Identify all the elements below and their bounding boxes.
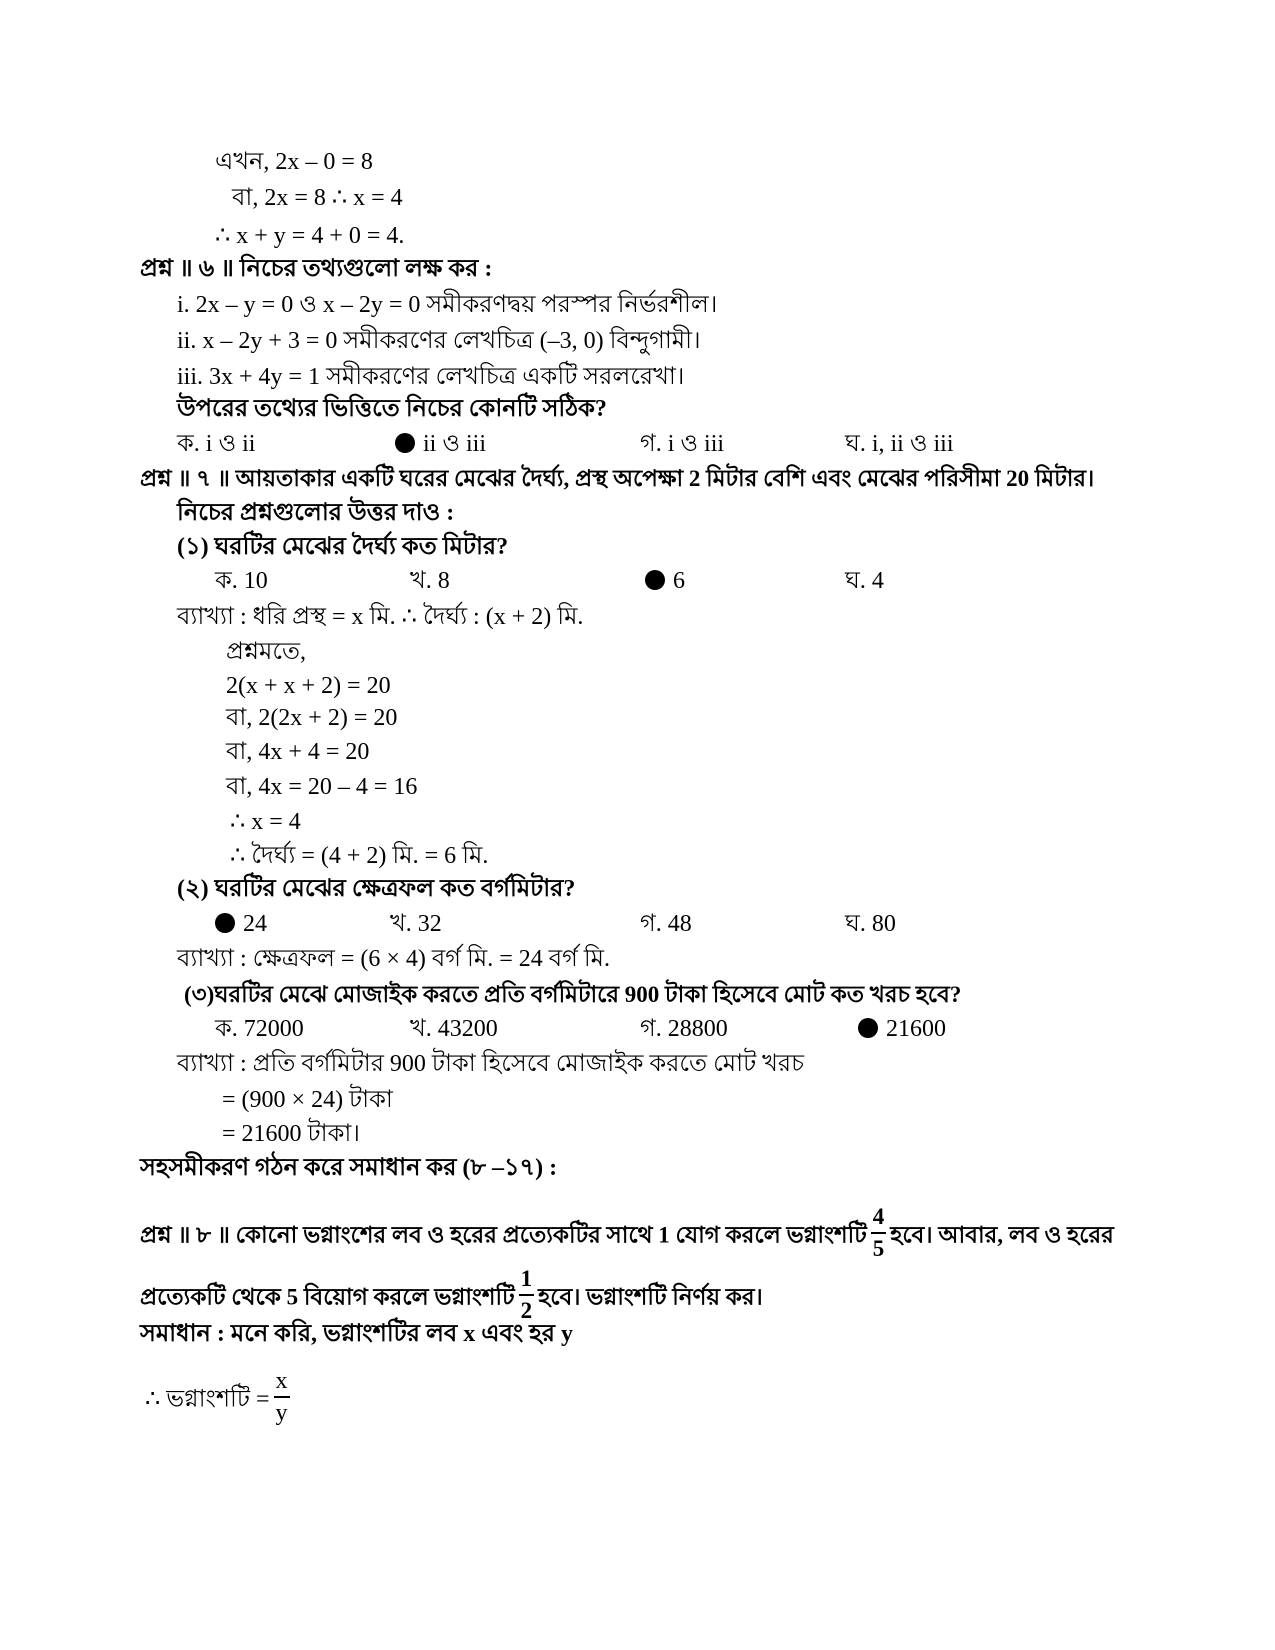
q7-part1-step: ∴ x = 4 [230,809,301,835]
correct-answer-dot-icon [395,433,415,453]
q7-part3-step: = 21600 টাকা। [222,1121,360,1147]
fraction-one-half: $\frac{1}{2}$ [520,1266,533,1323]
q6-option-c: গ. i ও iii [640,431,725,457]
q7-part1-option-b: খ. 8 [410,568,450,594]
q7-heading: প্রশ্ন ॥ ৭ ॥ আয়তাকার একটি ঘরের মেঝের দৈর্ঘ্য, প্রস্থ অপেক্ষা 2 মিটার বেশি এবং মেঝের পরিসীমা 20 মিটার। [140,466,1095,491]
q7-part3-option-a: ক. 72000 [215,1016,304,1042]
q6-option-d: ঘ. i, ii ও iii [845,431,954,457]
q7-part1-step: বা, 4x + 4 = 20 [226,739,370,765]
q7-part1-option-d: ঘ. 4 [845,568,884,594]
q5-line-2: বা, 2x = 8 ∴ x = 4 [232,185,403,211]
correct-answer-dot-icon [645,570,665,590]
q7-part1-option-a: ক. 10 [215,568,268,594]
q7-part2-option-b: খ. 32 [390,911,442,937]
q7-part3-step: = (900 × 24) টাকা [222,1087,393,1113]
q7-part2-explanation: ব্যাখ্যা : ক্ষেত্রফল = (6 × 4) বর্গ মি. = 24 বর্গ মি. [177,946,611,972]
q5-line-3: ∴ x + y = 4 + 0 = 4. [215,223,405,249]
q8-solution: সমাধান : মনে করি, ভগ্নাংশটির লব x এবং হর y [140,1321,573,1347]
q7-part2-option-a: 24 [215,908,267,940]
q7-part3-option-d: 21600 [858,1013,946,1045]
q8-line-2: প্রত্যেকটি থেকে 5 বিয়োগ করলে ভগ্নাংশটি $\frac{1}{2}$ হবে। ভগ্নাংশটি নির্ণয় কর। [140,1268,763,1330]
q7-part1-step: প্রশ্নমতে, [226,639,306,665]
q6-statement-2: ii. x – 2y + 3 = 0 সমীকরণের লেখচিত্র (–3, 0) বিন্দুগামী। [177,328,701,354]
q6-heading: প্রশ্ন ॥ ৬ ॥ নিচের তথ্যগুলো লক্ষ কর : [140,256,493,282]
q7-part3-explanation: ব্যাখ্যা : প্রতি বর্গমিটার 900 টাকা হিসেবে মোজাইক করতে মোট খরচ [177,1051,805,1077]
q8-line-1: প্রশ্ন ॥ ৮ ॥ কোনো ভগ্নাংশের লব ও হরের প্রত্যেকটির সাথে 1 যোগ করলে ভগ্নাংশটি $\frac{4}{5}$ হবে। আবার, লব ও হরের [140,1206,1114,1268]
fraction-x-over-y: $\frac{x}{y}$ [275,1368,288,1426]
q7-subheading: নিচের প্রশ্নগুলোর উত্তর দাও : [177,500,455,526]
section-heading: সহসমীকরণ গঠন করে সমাধান কর (৮ –১৭) : [140,1155,558,1181]
q7-part2-option-c: গ. 48 [640,911,692,937]
q7-part1-step: বা, 4x = 20 – 4 = 16 [226,774,418,800]
q7-part3-option-b: খ. 43200 [410,1016,498,1042]
correct-answer-dot-icon [215,913,235,933]
q7-part1-question: (১) ঘরটির মেঝের দৈর্ঘ্য কত মিটার? [177,534,509,560]
q7-part3-option-c: গ. 28800 [640,1016,728,1042]
correct-answer-dot-icon [858,1018,878,1038]
q7-part1-step: বা, 2(2x + 2) = 20 [226,705,398,731]
q8-result: ∴ ভগ্নাংশটি = $\frac{x}{y}$ [145,1368,288,1426]
q5-line-1: এখন, 2x – 0 = 8 [215,149,373,175]
q6-question: উপরের তথ্যের ভিত্তিতে নিচের কোনটি সঠিক? [177,396,607,422]
q7-part1-step: 2(x + x + 2) = 20 [226,673,391,699]
q6-option-a: ক. i ও ii [177,431,256,457]
q7-part1-option-c: 6 [645,565,685,597]
q6-statement-1: i. 2x – y = 0 ও x – 2y = 0 সমীকরণদ্বয় পরস্পর নির্ভরশীল। [177,292,718,318]
q7-part3-question: (৩)ঘরটির মেঝে মোজাইক করতে প্রতি বর্গমিটারে 900 টাকা হিসেবে মোট কত খরচ হবে? [184,982,962,1007]
q6-statement-3: iii. 3x + 4y = 1 সমীকরণের লেখচিত্র একটি সরলরেখা। [177,364,685,390]
fraction-four-fifths: $\frac{4}{5}$ [872,1204,885,1261]
q7-part2-option-d: ঘ. 80 [845,911,896,937]
q7-part1-explanation: ব্যাখ্যা : ধরি প্রস্থ = x মি. ∴ দৈর্ঘ্য : (x + 2) মি. [177,604,584,630]
q7-part1-step: ∴ দৈর্ঘ্য = (4 + 2) মি. = 6 মি. [230,843,489,869]
q7-part2-question: (২) ঘরটির মেঝের ক্ষেত্রফল কত বর্গমিটার? [177,876,576,902]
q6-option-b: ii ও iii [395,428,486,460]
